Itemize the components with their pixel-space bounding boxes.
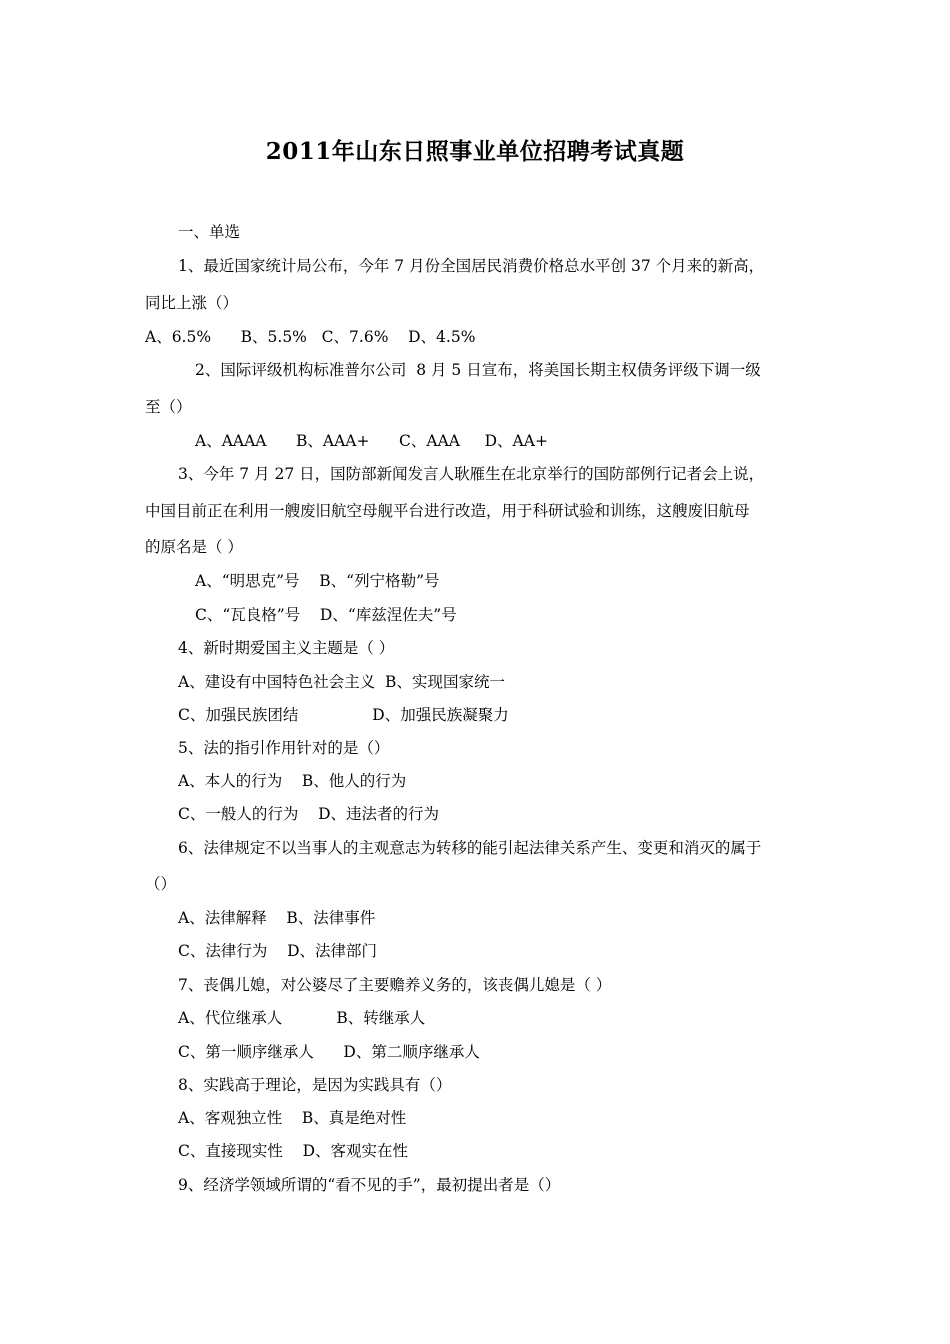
question-6-options-ab: A、法律解释 B、法律事件 [178, 909, 376, 927]
question-3-line-2: 中国目前正在利用一艘废旧航空母舰平台进行改造，用于科研试验和训练，这艘废旧航母 [145, 502, 750, 520]
question-4-options-ab: A、建设有中国特色社会主义 B、实现国家统一 [178, 673, 505, 691]
question-5-options-ab: A、本人的行为 B、他人的行为 [178, 772, 407, 790]
question-7: 7、丧偶儿媳，对公婆尽了主要赡养义务的，该丧偶儿媳是（ ） [178, 976, 612, 994]
question-7-options-cd: C、第一顺序继承人 D、第二顺序继承人 [178, 1043, 480, 1061]
question-8: 8、实践高于理论，是因为实践具有（） [178, 1076, 452, 1094]
question-6-line-2: （） [145, 875, 177, 893]
question-6-line-1: 6、法律规定不以当事人的主观意志为转移的能引起法律关系产生、变更和消灭的属于 [178, 839, 762, 857]
question-5-options-cd: C、一般人的行为 D、违法者的行为 [178, 805, 439, 823]
section-heading: 一、单选 [178, 223, 241, 241]
question-9: 9、经济学领域所谓的“看不见的手”，最初提出者是（） [178, 1176, 561, 1194]
page-title: 2011年山东日照事业单位招聘考试真题 [265, 138, 685, 165]
question-1-options: A、6.5% B、5.5% C、7.6% D、4.5% [145, 328, 476, 346]
question-8-options-ab: A、客观独立性 B、真是绝对性 [178, 1109, 407, 1127]
question-2-options: A、AAAA B、AAA+ C、AAA D、AA+ [195, 432, 548, 450]
question-1-line-2: 同比上涨（） [145, 294, 239, 312]
question-3-options-ab: A、“明思克”号 B、“列宁格勒”号 [195, 572, 440, 590]
question-4: 4、新时期爱国主义主题是（ ） [178, 639, 395, 657]
question-2-line-2: 至（） [145, 398, 192, 416]
question-2-line-1: 2、国际评级机构标准普尔公司 8 月 5 日宣布，将美国长期主权债务评级下调一级 [195, 361, 761, 379]
question-1-line-1: 1、最近国家统计局公布，今年 7 月份全国居民消费价格总水平创 37 个月来的新高， [178, 257, 765, 275]
question-5: 5、法的指引作用针对的是（） [178, 739, 390, 757]
question-7-options-ab: A、代位继承人 B、转继承人 [178, 1009, 426, 1027]
question-8-options-cd: C、直接现实性 D、客观实在性 [178, 1142, 408, 1160]
question-3-line-1: 3、今年 7 月 27 日，国防部新闻发言人耿雁生在北京举行的国防部例行记者会上说， [178, 465, 765, 483]
question-3-options-cd: C、“瓦良格”号 D、“库兹涅佐夫”号 [195, 606, 457, 624]
question-4-options-cd: C、加强民族团结 D、加强民族凝聚力 [178, 706, 509, 724]
question-6-options-cd: C、法律行为 D、法律部门 [178, 942, 377, 960]
question-3-line-3: 的原名是（ ） [145, 538, 243, 556]
